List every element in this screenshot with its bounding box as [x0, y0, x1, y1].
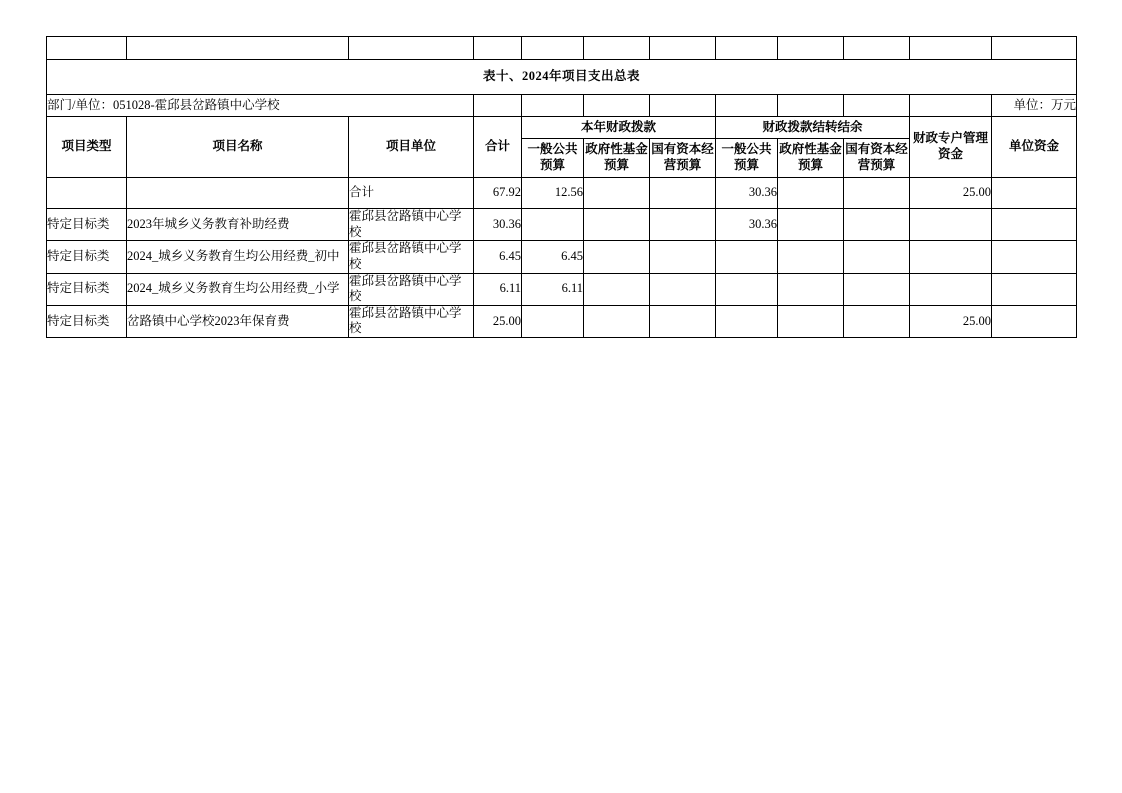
cell-co-state [844, 209, 910, 241]
spacer-row [47, 37, 1077, 60]
cell-own-funds [992, 178, 1077, 209]
cell-co-general: 30.36 [716, 178, 778, 209]
spacer-cell [127, 37, 349, 60]
cell-cy-state [650, 273, 716, 305]
cell-co-general [716, 241, 778, 273]
cell-project-name: 2024_城乡义务教育生均公用经费_小学 [127, 273, 349, 305]
spacer-cell [349, 37, 474, 60]
header-cy-government-fund: 政府性基金预算 [584, 139, 650, 178]
spacer-cell [650, 37, 716, 60]
cell-project-unit: 合计 [349, 178, 474, 209]
cell-own-funds [992, 241, 1077, 273]
cell-co-state [844, 273, 910, 305]
header-cy-state-capital: 国有资本经营预算 [650, 139, 716, 178]
cell-cy-state [650, 241, 716, 273]
cell-special-account [910, 273, 992, 305]
table-row [47, 209, 1077, 241]
department-row [47, 95, 1077, 117]
header-co-government-fund: 政府性基金预算 [778, 139, 844, 178]
cell-project-type: 特定目标类 [47, 241, 127, 273]
cell-co-govfund [778, 209, 844, 241]
header-special-account: 财政专户管理资金 [910, 117, 992, 178]
cell-co-state [844, 241, 910, 273]
cell-co-govfund [778, 305, 844, 337]
header-co-general-public: 一般公共预算 [716, 139, 778, 178]
header-project-type: 项目类型 [47, 117, 127, 178]
spacer-cell [778, 37, 844, 60]
cell-co-general [716, 305, 778, 337]
dept-spacer-cell [844, 95, 910, 117]
cell-cy-govfund [584, 273, 650, 305]
cell-co-state [844, 178, 910, 209]
cell-own-funds [992, 273, 1077, 305]
cell-cy-govfund [584, 209, 650, 241]
header-cy-general-public: 一般公共预算 [522, 139, 584, 178]
cell-total: 30.36 [474, 209, 522, 241]
cell-cy-general [522, 305, 584, 337]
header-own-funds: 单位资金 [992, 117, 1077, 178]
cell-co-state [844, 305, 910, 337]
cell-cy-general: 12.56 [522, 178, 584, 209]
cell-co-govfund [778, 241, 844, 273]
spacer-cell [910, 37, 992, 60]
cell-co-govfund [778, 178, 844, 209]
cell-project-type: 特定目标类 [47, 209, 127, 241]
table-row [47, 273, 1077, 305]
cell-cy-govfund [584, 305, 650, 337]
cell-project-unit: 霍邱县岔路镇中心学校 [349, 209, 474, 241]
dept-spacer-cell [474, 95, 522, 117]
cell-cy-govfund [584, 178, 650, 209]
spacer-cell [992, 37, 1077, 60]
dept-spacer-cell [522, 95, 584, 117]
dept-spacer-cell [778, 95, 844, 117]
header-group-current-year: 本年财政拨款 [522, 117, 716, 139]
cell-project-type [47, 178, 127, 209]
cell-co-govfund [778, 273, 844, 305]
cell-special-account: 25.00 [910, 305, 992, 337]
cell-project-name [127, 178, 349, 209]
page-title: 表十、2024年项目支出总表 [47, 60, 1077, 95]
cell-project-name: 岔路镇中心学校2023年保育费 [127, 305, 349, 337]
table-row [47, 305, 1077, 337]
cell-cy-general [522, 209, 584, 241]
cell-project-unit: 霍邱县岔路镇中心学校 [349, 241, 474, 273]
cell-total: 67.92 [474, 178, 522, 209]
spacer-cell [474, 37, 522, 60]
cell-co-general [716, 273, 778, 305]
header-total: 合计 [474, 117, 522, 178]
cell-project-name: 2023年城乡义务教育补助经费 [127, 209, 349, 241]
dept-spacer-cell [716, 95, 778, 117]
cell-cy-general: 6.11 [522, 273, 584, 305]
table-row [47, 241, 1077, 273]
table-row [47, 178, 1077, 209]
spacer-cell [584, 37, 650, 60]
cell-own-funds [992, 209, 1077, 241]
spacer-cell [522, 37, 584, 60]
department-label: 部门/单位：051028-霍邱县岔路镇中心学校 [47, 95, 474, 117]
header-co-state-capital: 国有资本经营预算 [844, 139, 910, 178]
cell-project-unit: 霍邱县岔路镇中心学校 [349, 305, 474, 337]
cell-cy-state [650, 305, 716, 337]
cell-cy-state [650, 178, 716, 209]
cell-project-type: 特定目标类 [47, 305, 127, 337]
cell-special-account [910, 241, 992, 273]
dept-spacer-cell [650, 95, 716, 117]
spacer-cell [47, 37, 127, 60]
unit-label: 单位：万元 [992, 95, 1077, 117]
cell-cy-state [650, 209, 716, 241]
project-expenditure-table [46, 36, 1077, 338]
cell-special-account: 25.00 [910, 178, 992, 209]
cell-cy-govfund [584, 241, 650, 273]
header-group-carryover: 财政拨款结转结余 [716, 117, 910, 139]
dept-spacer-cell [910, 95, 992, 117]
cell-total: 6.45 [474, 241, 522, 273]
header-project-unit: 项目单位 [349, 117, 474, 178]
cell-cy-general: 6.45 [522, 241, 584, 273]
cell-project-unit: 霍邱县岔路镇中心学校 [349, 273, 474, 305]
cell-project-type: 特定目标类 [47, 273, 127, 305]
cell-own-funds [992, 305, 1077, 337]
cell-co-general: 30.36 [716, 209, 778, 241]
header-group-row [47, 117, 1077, 139]
cell-project-name: 2024_城乡义务教育生均公用经费_初中 [127, 241, 349, 273]
cell-special-account [910, 209, 992, 241]
title-row [47, 60, 1077, 95]
dept-spacer-cell [584, 95, 650, 117]
header-project-name: 项目名称 [127, 117, 349, 178]
spacer-cell [716, 37, 778, 60]
cell-total: 6.11 [474, 273, 522, 305]
cell-total: 25.00 [474, 305, 522, 337]
spacer-cell [844, 37, 910, 60]
